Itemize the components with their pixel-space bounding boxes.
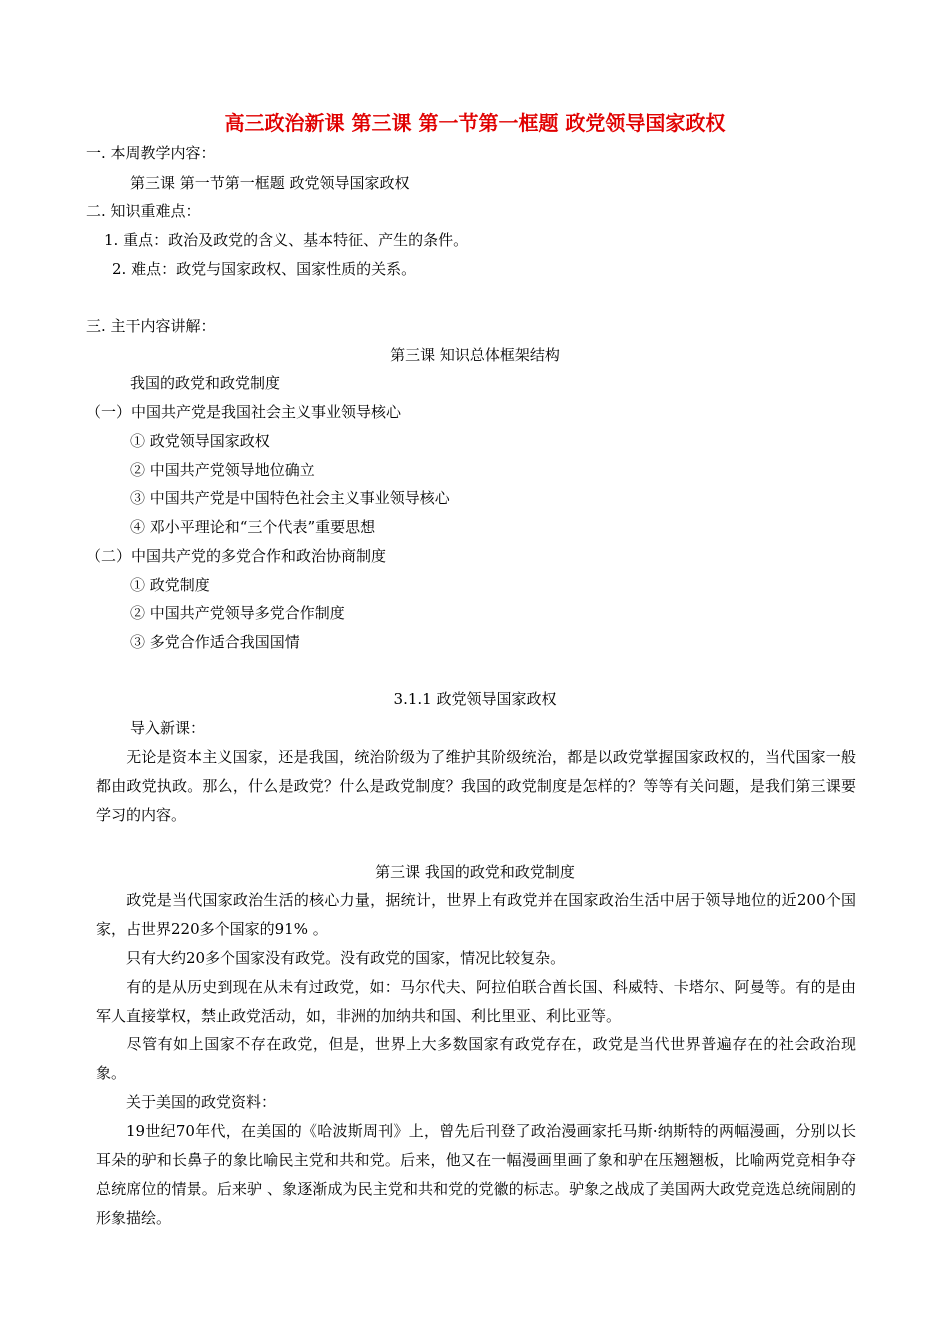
paragraph	[96, 973, 856, 1031]
paragraph-text: 政党是当代国家政治生活的核心力量，据统计，世界上有政党并在国家政治生活中居于领导地位的近200个国家，占世界220多个国家的91% 。	[96, 891, 856, 938]
paragraph-text: 尽管有如上国家不存在政党，但是，世界上大多数国家有政党存在，政党是当代世界普遍存在的社会政治现象。	[96, 1035, 856, 1082]
paragraph	[96, 944, 856, 973]
framework-item: ② 中国共产党领导多党合作制度	[130, 604, 345, 622]
chapter-title: 第三课 我国的政党和政党制度	[375, 863, 575, 881]
section-2-heading: 二. 知识重难点：	[86, 202, 201, 220]
intro-text: 无论是资本主义国家，还是我国，统治阶级为了维护其阶级统治，都是以政党掌握国家政权的，当代国家一般都由政党执政。那么，什么是政党？什么是政党制度？我国的政党制度是怎样的？等等有关问题，是我们第三课要学习的内容。	[96, 748, 856, 824]
framework-item: ① 政党制度	[130, 576, 210, 594]
paragraph	[96, 1088, 856, 1117]
document-title: 高三政治新课 第三课 第一节第一框题 政党领导国家政权	[224, 111, 726, 135]
intro-label: 导入新课：	[130, 719, 206, 737]
framework-title: 第三课 知识总体框架结构	[390, 346, 560, 364]
paragraph-text: 只有大约20多个国家没有政党。没有政党的国家，情况比较复杂。	[126, 949, 566, 967]
framework-item: ① 政党领导国家政权	[130, 432, 270, 450]
section-3-heading: 三. 主干内容讲解：	[86, 317, 216, 335]
section-1-heading: 一. 本周教学内容：	[86, 144, 216, 162]
framework-group-2: （二）中国共产党的多党合作和政治协商制度	[86, 547, 387, 565]
difficult-point: 2. 难点：政党与国家政权、国家性质的关系。	[112, 260, 417, 278]
paragraph	[96, 1117, 856, 1233]
paragraph-text: 关于美国的政党资料：	[126, 1093, 277, 1111]
section-1-content: 第三课 第一节第一框题 政党领导国家政权	[130, 174, 410, 192]
paragraph	[96, 1030, 856, 1088]
framework-item: ② 中国共产党领导地位确立	[130, 461, 315, 479]
framework-item: ④ 邓小平理论和“三个代表”重要思想	[130, 518, 376, 536]
framework-group-1: （一）中国共产党是我国社会主义事业领导核心	[86, 403, 402, 421]
paragraph	[96, 886, 856, 944]
framework-item: ③ 中国共产党是中国特色社会主义事业领导核心	[130, 489, 450, 507]
framework-item: ③ 多党合作适合我国国情	[130, 633, 300, 651]
paragraph-text: 有的是从历史到现在从未有过政党，如：马尔代夫、阿拉伯联合酋长国、科威特、卡塔尔、阿曼等。有的是由军人直接掌权，禁止政党活动，如，非洲的加纳共和国、利比里亚、利比亚等。	[96, 978, 856, 1025]
key-point: 1. 重点：政治及政党的含义、基本特征、产生的条件。	[104, 231, 469, 249]
framework-subtitle: 我国的政党和政党制度	[130, 374, 281, 392]
paragraph-text: 19世纪70年代，在美国的《哈波斯周刊》上，曾先后刊登了政治漫画家托马斯·纳斯特的两幅漫画，分别以长耳朵的驴和长鼻子的象比喻民主党和共和党。后来，他又在一幅漫画里画了象和驴在压翘翘板，比喻两党竞相争夺总统席位的情景。后来驴 、象逐渐成为民主党和共和党的党徽的标志。驴象之战成了美国两大政党竞选总统闹剧的形象描绘。	[96, 1122, 856, 1227]
intro-paragraph	[96, 743, 856, 830]
lesson-title: 3.1.1 政党领导国家政权	[393, 690, 557, 708]
